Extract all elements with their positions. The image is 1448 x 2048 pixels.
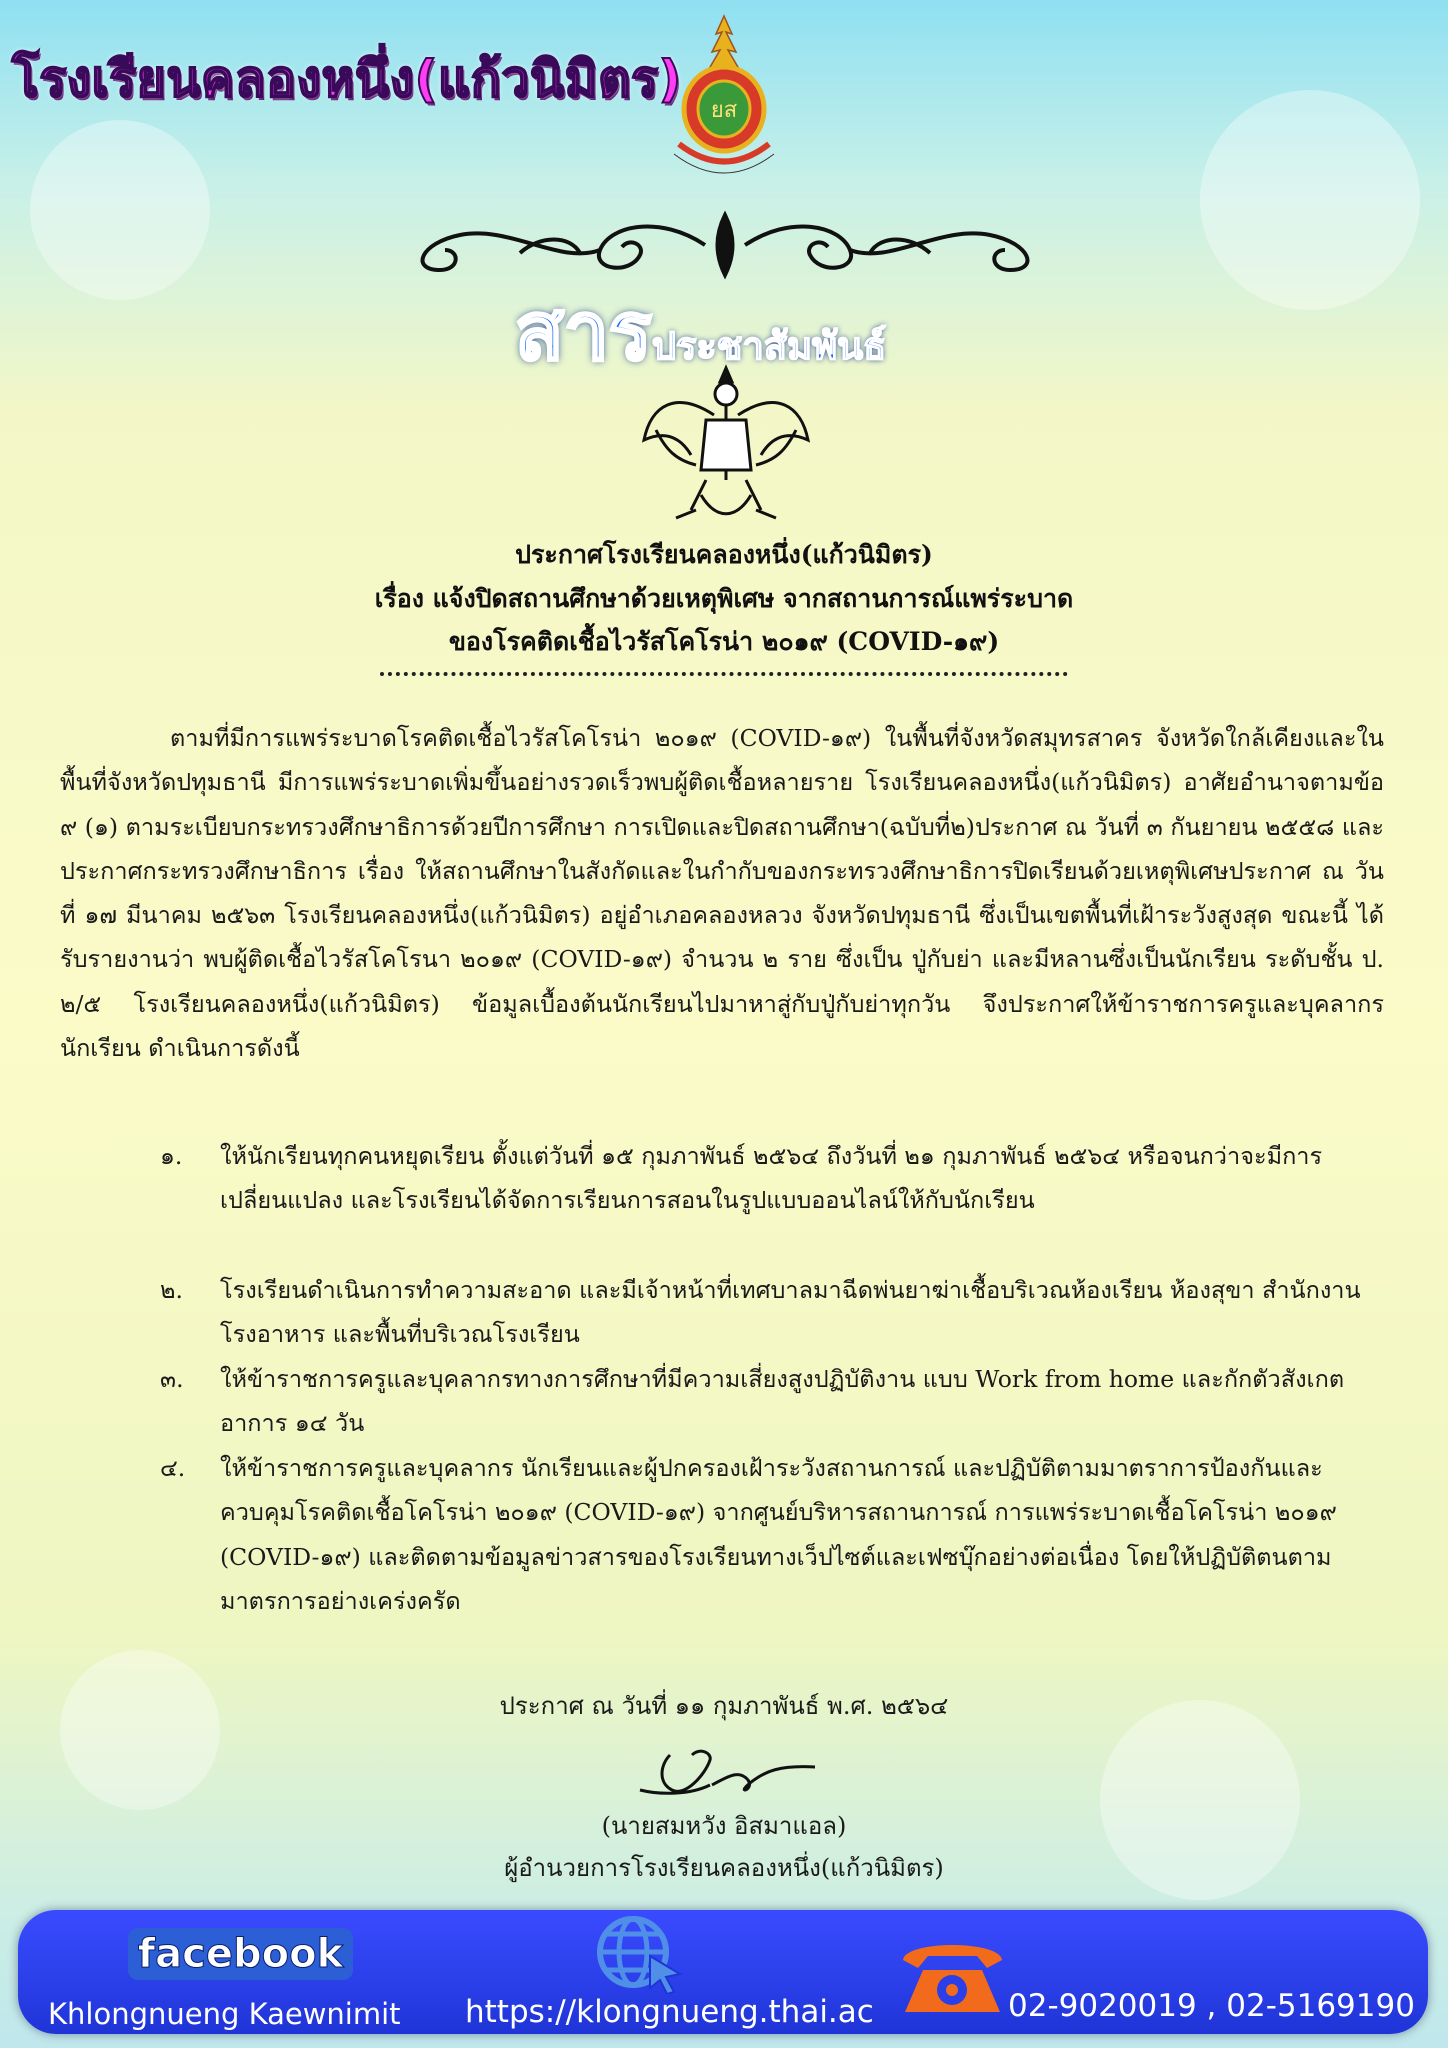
list-item-number: ๓. (160, 1365, 184, 1393)
background-bokeh (30, 120, 210, 300)
facebook-logo[interactable] (128, 1928, 353, 1980)
list-item (160, 1357, 1384, 1446)
background-bokeh (60, 1650, 220, 1810)
facebook-logo-text: facebook (137, 1931, 344, 1977)
website-link[interactable]: https://klongnueng.thai.ac (465, 1994, 874, 2030)
list-item-text: ให้ข้าราชการครูและบุคลากร นักเรียนและผู้ปกครองเฝ้าระวังสถานการณ์ และปฏิบัติตามมาตราการป้องกันและควบคุมโรคติดเชื้อโคโรน่า ๒๐๑๙ (COVID-๑๙) จากศูนย์บริหารสถานการณ์ การแพร่ระบาดเชื้อโคโรน่า ๒๐๑๙ (COVID-๑๙) และติดตามข้อมูลข่าวสารของโรงเรียนทางเว็ปไซต์และเฟซบุ๊กอย่างต่อเนื่อง โดยให้ปฏิบัติตนตามมาตรการอย่างเคร่งครัด (220, 1454, 1337, 1615)
svg-text:ยส: ยส (710, 98, 738, 123)
list-item-number: ๒. (160, 1276, 183, 1304)
pr-title-small: ประชาสัมพันธ์ (651, 324, 887, 368)
list-item-text: ให้ข้าราชการครูและบุคลากรทางการศึกษาที่มีความเสี่ยงสูงปฏิบัติงาน แบบ Work from home และกักตัวสังเกตอาการ ๑๔ วัน (220, 1365, 1345, 1438)
facebook-page-name[interactable]: Khlongnueng Kaewnimit (48, 1997, 401, 2031)
pr-title (515, 268, 935, 378)
telephone-icon (895, 1930, 1010, 2020)
signer-title: ผู้อำนวยการโรงเรียนคลองหนึ่ง(แก้วนิมิตร) (504, 1854, 944, 1882)
signature-icon (630, 1735, 820, 1810)
school-emblem-icon (664, 14, 784, 184)
list-item-text: ให้นักเรียนทุกคนหยุดเรียน ตั้งแต่วันที่ ๑๕ กุมภาพันธ์ ๒๕๖๔ ถึงวันที่ ๒๑ กุมภาพันธ์ ๒๕๖๔ หรือจนกว่าจะมีการเปลี่ยนแปลง และโรงเรียนได้จัดการเรียนการสอนในรูปแบบออนไลน์ให้กับนักเรียน (220, 1142, 1323, 1215)
list-item-text: โรงเรียนดำเนินการทำความสะอาด และมีเจ้าหน้าที่เทศบาลมาฉีดพ่นยาฆ่าเชื้อบริเวณห้องเรียน ห้องสุขา สำนักงาน โรงอาหาร และพื้นที่บริเวณโรงเรียน (220, 1276, 1361, 1349)
list-item-number: ๑. (160, 1142, 183, 1170)
background-bokeh (1200, 90, 1420, 310)
list-item (160, 1268, 1384, 1357)
list-item-number: ๔. (160, 1454, 186, 1482)
dotted-divider (380, 672, 1068, 676)
list-item (160, 1134, 1384, 1223)
announcement-title-line2: เรื่อง แจ้งปิดสถานศึกษาด้วยเหตุพิเศษ จากสถานการณ์แพร่ระบาด (374, 584, 1074, 613)
phone-numbers[interactable]: 02-9020019 , 02-5169190 (1008, 1988, 1415, 2024)
school-name-banner: โรงเรียนคลองหนึ่ง(แก้วนิมิตร) (12, 50, 682, 108)
announcement-date: ประกาศ ณ วันที่ ๑๑ กุมภาพันธ์ พ.ศ. ๒๕๖๔ (499, 1692, 949, 1720)
announcement-title-line3: ของโรคติดเชื้อไวรัสโคโรน่า ๒๐๑๙ (COVID-๑๙) (448, 627, 1000, 656)
announcement-title-line1: ประกาศโรงเรียนคลองหนึ่ง(แก้วนิมิตร) (515, 540, 933, 569)
list-item (160, 1446, 1384, 1623)
signer-name: (นายสมหวัง อิสมาแอล) (601, 1812, 847, 1840)
announcement-body: ตามที่มีการแพร่ระบาดโรคติดเชื้อไวรัสโคโรน่า ๒๐๑๙ (COVID-๑๙) ในพื้นที่จังหวัดสมุทรสาคร จังหวัดใกล้เคียงและในพื้นที่จังหวัดปทุมธานี มีการแพร่ระบาดเพิ่มขึ้นอย่างรวดเร็วพบผู้ติดเชื้อหลายราย โรงเรียนคลองหนึ่ง(แก้วนิมิตร) อาศัยอำนาจตามข้อ ๙ (๑) ตามระเบียบกระทรวงศึกษาธิการด้วยปีการศึกษา การเปิดและปิดสถานศึกษา(ฉบับที่๒)ประกาศ ณ วันที่ ๓ กันยายน ๒๕๕๘ และประกาศกระทรวงศึกษาธิการ เรื่อง ให้สถานศึกษาในสังกัดและในกำกับของกระทรวงศึกษาธิการปิดเรียนด้วยเหตุพิเศษประกาศ ณ วันที่ ๑๗ มีนาคม ๒๕๖๓ โรงเรียนคลองหนึ่ง(แก้วนิมิตร) อยู่อำเภอคลองหลวง จังหวัดปทุมธานี ซึ่งเป็นเขตพื้นที่เฝ้าระวังสูงสุด ขณะนี้ ได้รับรายงานว่า พบผู้ติดเชื้อไวรัสโคโรนา ๒๐๑๙ (COVID-๑๙) จำนวน ๒ ราย ซึ่งเป็น ปู่กับย่า และมีหลานซึ่งเป็นนักเรียน ระดับชั้น ป. ๒/๕ โรงเรียนคลองหนึ่ง(แก้วนิมิตร) ข้อมูลเบื้องต้นนักเรียนไปมาหาสู่กับปู่กับย่าทุกวัน จึงประกาศให้ข้าราชการครูและบุคลากร นักเรียน ดำเนินการดังนี้ (60, 724, 1384, 1063)
pr-title-big: สาร (515, 285, 652, 378)
globe-cursor-icon (588, 1914, 688, 1994)
garuda-emblem-icon (636, 360, 816, 525)
